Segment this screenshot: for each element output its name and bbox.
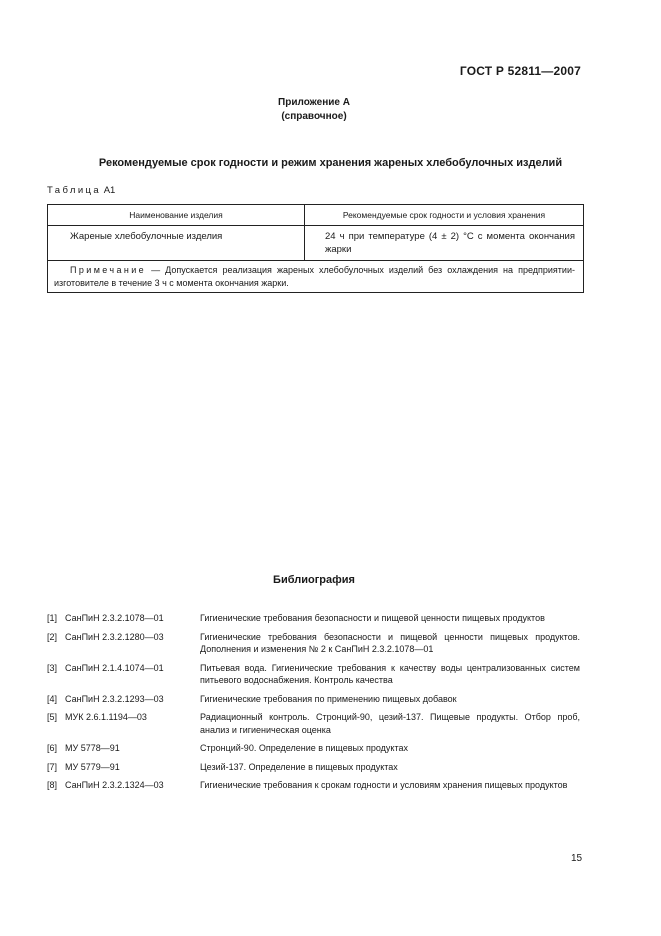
bib-number: [1] <box>47 613 58 623</box>
bibliography-item <box>47 631 580 656</box>
bib-code: МУ 5779—91 <box>65 761 120 772</box>
table-label <box>47 185 115 196</box>
bib-number: [8] <box>47 780 58 790</box>
table-header-row <box>48 205 584 226</box>
document-id: ГОСТ Р 52811—2007 <box>459 64 581 78</box>
bib-number: [4] <box>47 693 58 704</box>
bib-number: [2] <box>47 631 58 642</box>
bib-number: [3] <box>47 662 58 673</box>
bibliography-item <box>47 662 580 687</box>
note-label: Примечание <box>70 265 147 275</box>
bib-text: Стронций-90. Определение в пищевых продуктах <box>200 743 408 753</box>
bib-code: МУК 2.6.1.1194—03 <box>65 712 147 722</box>
bib-text: Гигиенические требования по применению пищевых добавок <box>200 693 457 704</box>
bibliography-item <box>47 761 580 774</box>
table-cell-conditions: 24 ч при температуре (4 ± 2) °С с момента окончания жарки <box>305 226 584 261</box>
bib-number: [6] <box>47 743 58 753</box>
table-header-cell: Рекомендуемые срок годности и условия хранения <box>305 205 584 226</box>
bib-code: МУ 5778—91 <box>65 743 120 753</box>
bibliography-item <box>47 779 580 792</box>
bib-text: Гигиенические требования безопасности и пищевой ценности пищевых продуктов. Дополнения и изменения № 2 к СанПиН 2.3.2.1078—01 <box>200 631 580 654</box>
bib-code: СанПиН 2.3.2.1280—03 <box>65 631 164 642</box>
storage-table <box>47 204 584 293</box>
annex-subtitle: (справочное) <box>281 111 347 122</box>
page-number: 15 <box>571 853 583 864</box>
table-note <box>48 261 584 293</box>
annex-title: Приложение А <box>278 97 350 108</box>
bib-text: Цезий-137. Определение в пищевых продуктах <box>200 761 398 772</box>
table-row <box>48 226 584 261</box>
bib-text: Гигиенические требования безопасности и пищевой ценности пищевых продуктов <box>200 613 545 623</box>
bib-code: СанПиН 2.3.2.1293—03 <box>65 693 164 704</box>
bib-text: Гигиенические требования к срокам годности и условиям хранения пищевых продуктов <box>200 780 568 790</box>
table-header-cell: Наименование изделия <box>48 205 305 226</box>
bibliography-title: Библиография <box>273 574 355 586</box>
annex-heading <box>0 96 628 124</box>
bibliography-item <box>47 693 580 706</box>
bib-code: СанПиН 2.3.2.1078—01 <box>65 613 164 623</box>
table-note-row <box>48 261 584 293</box>
bibliography-list <box>47 612 580 798</box>
bib-text: Радиационный контроль. Стронций-90, цезий-137. Пищевые продукты. Отбор проб, анализ и гигиеническая оценка <box>200 712 580 735</box>
bib-text: Питьевая вода. Гигиенические требования к качеству воды централизованных систем питьевого водоснабжения. Контроль качества <box>200 662 580 685</box>
bibliography-item <box>47 742 580 755</box>
bibliography-item <box>47 612 580 625</box>
bib-code: СанПиН 2.3.2.1324—03 <box>65 780 164 790</box>
bib-code: СанПиН 2.1.4.1074—01 <box>65 662 164 673</box>
note-text: — Допускается реализация жареных хлебобулочных изделий без охлаждения на предприятии-изготовителе в течение 3 ч с момента окончания жарки. <box>54 265 575 288</box>
bibliography-item <box>47 711 580 736</box>
table-label-word: Таблица <box>47 185 102 196</box>
section-title: Рекомендуемые срок годности и режим хранения жареных хлебобулочных изделий <box>98 157 563 169</box>
bib-number: [7] <box>47 761 58 772</box>
bib-number: [5] <box>47 712 58 722</box>
table-label-number: А1 <box>103 185 116 196</box>
table-cell-product: Жареные хлебобулочные изделия <box>48 226 305 261</box>
